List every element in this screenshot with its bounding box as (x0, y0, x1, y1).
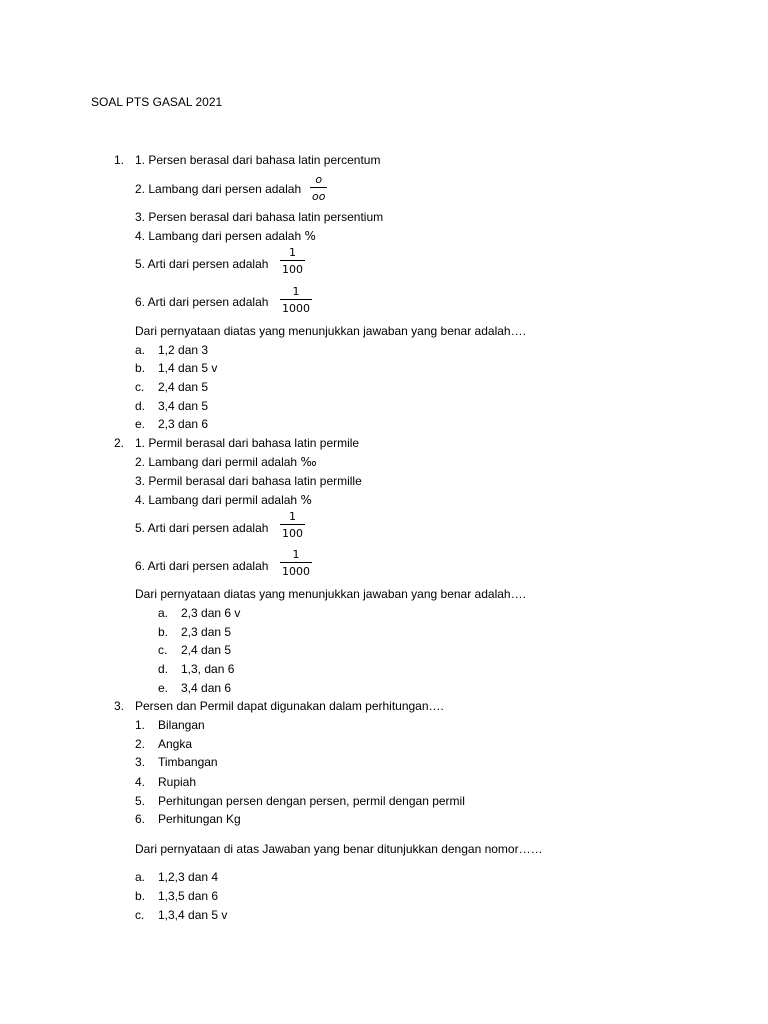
fraction-numerator: o (315, 173, 323, 186)
item-text: Angka (158, 737, 193, 751)
document-title: SOAL PTS GASAL 2021 (91, 95, 223, 109)
option-text: 1,2,3 dan 4 (158, 870, 219, 884)
option-text: 1,3,5 dan 6 (158, 889, 219, 903)
option-letter: a. (158, 606, 169, 620)
statement-6: 6. Arti dari persen adalah (135, 295, 269, 309)
item-number: 2. (135, 737, 146, 751)
option-text: 1,3, dan 6 (181, 662, 235, 676)
percent-symbol: % (300, 493, 312, 507)
option-letter: c. (135, 908, 145, 922)
fraction-denominator: 100 (282, 263, 303, 276)
item-number: 5. (135, 794, 146, 808)
fraction-numerator: 1 (289, 246, 296, 259)
statement-2 (135, 455, 317, 469)
option-text: 3,4 dan 6 (181, 681, 232, 695)
fraction-numerator: 1 (292, 285, 300, 298)
percent-symbol: % (304, 229, 316, 243)
item-number: 3. (135, 755, 146, 769)
option-letter: a. (135, 343, 146, 357)
statement-4 (135, 493, 312, 507)
option-letter: b. (135, 889, 146, 903)
option-letter: e. (135, 417, 146, 431)
question-number: 1. (114, 153, 125, 167)
option-letter: b. (135, 361, 146, 375)
fraction-bar (280, 260, 305, 261)
question-prompt: Dari pernyataan di atas Jawaban yang benar ditunjukkan dengan nomor…… (135, 842, 543, 856)
option-letter: d. (158, 662, 169, 676)
item-text: Bilangan (158, 718, 205, 732)
item-text: Timbangan (158, 755, 218, 769)
fraction-1-over-100 (280, 510, 305, 540)
fraction-1-over-1000 (280, 285, 312, 315)
fraction-1-over-1000 (280, 548, 312, 578)
item-number: 4. (135, 775, 146, 789)
question-prompt: Dari pernyataan diatas yang menunjukkan jawaban yang benar adalah…. (135, 587, 526, 601)
fraction-bar (280, 299, 312, 300)
fraction-numerator: 1 (292, 548, 300, 561)
statement-1: 1. Persen berasal dari bahasa latin percentum (135, 153, 381, 167)
fraction-denominator: 100 (282, 527, 303, 540)
statement-2: 2. Lambang dari persen adalah (135, 182, 302, 196)
fraction-numerator: 1 (289, 510, 296, 523)
statement-3: 3. Permil berasal dari bahasa latin permille (135, 474, 362, 488)
fraction-denominator: 1000 (282, 565, 310, 578)
option-letter: c. (158, 643, 168, 657)
question-number: 3. (114, 699, 125, 713)
statement-4 (135, 229, 316, 243)
statement-text: 4. Lambang dari permil adalah (135, 493, 298, 507)
option-letter: c. (135, 380, 145, 394)
option-text: 1,4 dan 5 v (158, 361, 218, 375)
question-stem: Persen dan Permil dapat digunakan dalam perhitungan…. (135, 699, 444, 713)
option-letter: d. (135, 399, 146, 413)
fraction-bar (280, 562, 312, 563)
item-number: 6. (135, 812, 146, 826)
fraction-bar (280, 524, 305, 525)
question-number: 2. (114, 436, 125, 450)
fraction-1-over-100 (280, 246, 305, 276)
item-number: 1. (135, 718, 146, 732)
option-letter: b. (158, 625, 169, 639)
item-text: Perhitungan Kg (158, 812, 241, 826)
statement-5: 5. Arti dari persen adalah (135, 257, 269, 271)
statement-text: 4. Lambang dari persen adalah (135, 229, 302, 243)
item-text: Perhitungan persen dengan persen, permil dengan permil (158, 794, 465, 808)
question-prompt: Dari pernyataan diatas yang menunjukkan jawaban yang benar adalah…. (135, 324, 526, 338)
item-text: Rupiah (158, 775, 197, 789)
option-text: 2,3 dan 6 (158, 417, 209, 431)
statement-3: 3. Persen berasal dari bahasa latin persentium (135, 210, 384, 224)
permil-symbol: ‰ (300, 455, 317, 469)
fraction-denominator: 1000 (282, 302, 310, 315)
option-text: 3,4 dan 5 (158, 399, 209, 413)
option-letter: a. (135, 870, 146, 884)
option-text: 1,3,4 dan 5 v (158, 908, 228, 922)
fraction-o-over-oo (310, 173, 327, 203)
option-text: 2,4 dan 5 (181, 643, 232, 657)
statement-text: 2. Lambang dari permil adalah (135, 455, 298, 469)
statement-6: 6. Arti dari persen adalah (135, 559, 269, 573)
option-text: 1,2 dan 3 (158, 343, 209, 357)
option-letter: e. (158, 681, 169, 695)
option-text: 2,3 dan 6 v (181, 606, 241, 620)
statement-5: 5. Arti dari persen adalah (135, 521, 269, 535)
option-text: 2,3 dan 5 (181, 625, 232, 639)
option-text: 2,4 dan 5 (158, 380, 209, 394)
fraction-denominator: oo (312, 190, 326, 203)
fraction-bar (310, 187, 327, 188)
statement-1: 1. Permil berasal dari bahasa latin permile (135, 436, 360, 450)
